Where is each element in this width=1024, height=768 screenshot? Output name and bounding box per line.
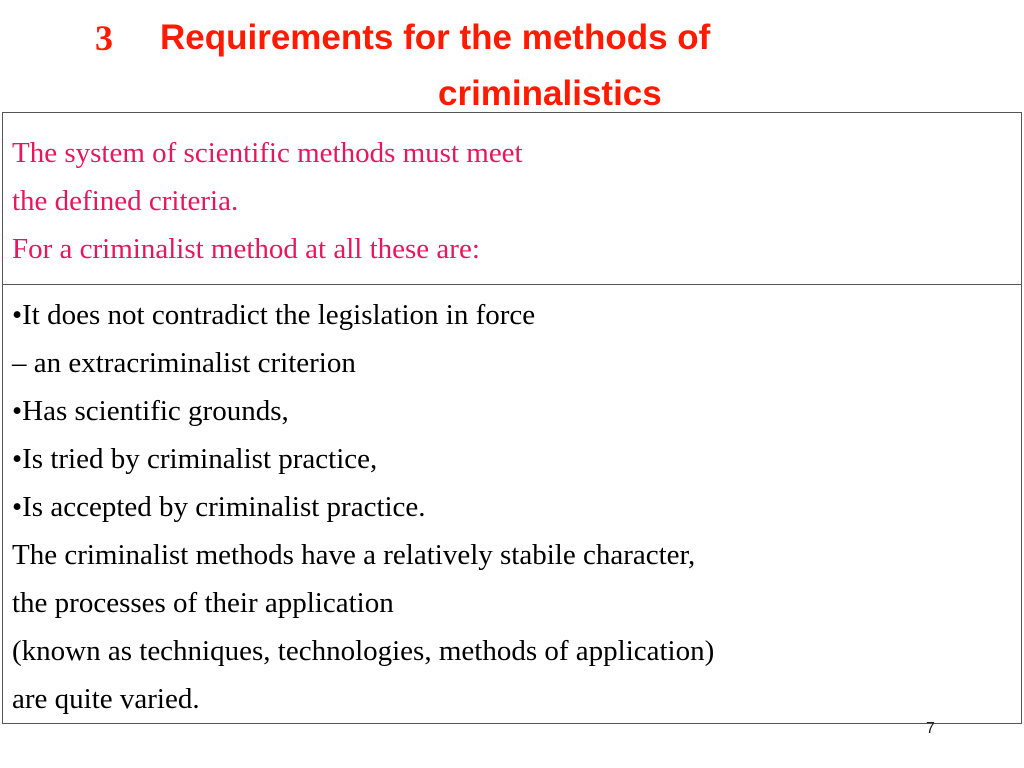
- title-line-1: Requirements for the methods of: [160, 18, 711, 57]
- title-number: 3: [95, 18, 113, 58]
- criteria-line: (known as techniques, technologies, methods of application): [12, 635, 715, 667]
- intro-line: For a criminalist method at all these are:: [12, 233, 480, 265]
- criteria-line: the processes of their application: [12, 587, 394, 619]
- criteria-line: •Is tried by criminalist practice,: [12, 443, 378, 475]
- intro-box: [2, 112, 1022, 285]
- intro-line: The system of scientific methods must meet: [12, 137, 523, 169]
- criteria-line: •It does not contradict the legislation in force: [12, 299, 536, 331]
- title-line-2: criminalistics: [438, 74, 662, 113]
- page-number: 7: [926, 722, 935, 736]
- criteria-line: are quite varied.: [12, 683, 200, 715]
- intro-line: the defined criteria.: [12, 185, 239, 217]
- criteria-line: •Has scientific grounds,: [12, 395, 289, 427]
- criteria-line: •Is accepted by criminalist practice.: [12, 491, 426, 523]
- criteria-line: – an extracriminalist criterion: [12, 347, 356, 379]
- criteria-box: [2, 284, 1022, 724]
- criteria-line: The criminalist methods have a relatively stabile character,: [12, 539, 696, 571]
